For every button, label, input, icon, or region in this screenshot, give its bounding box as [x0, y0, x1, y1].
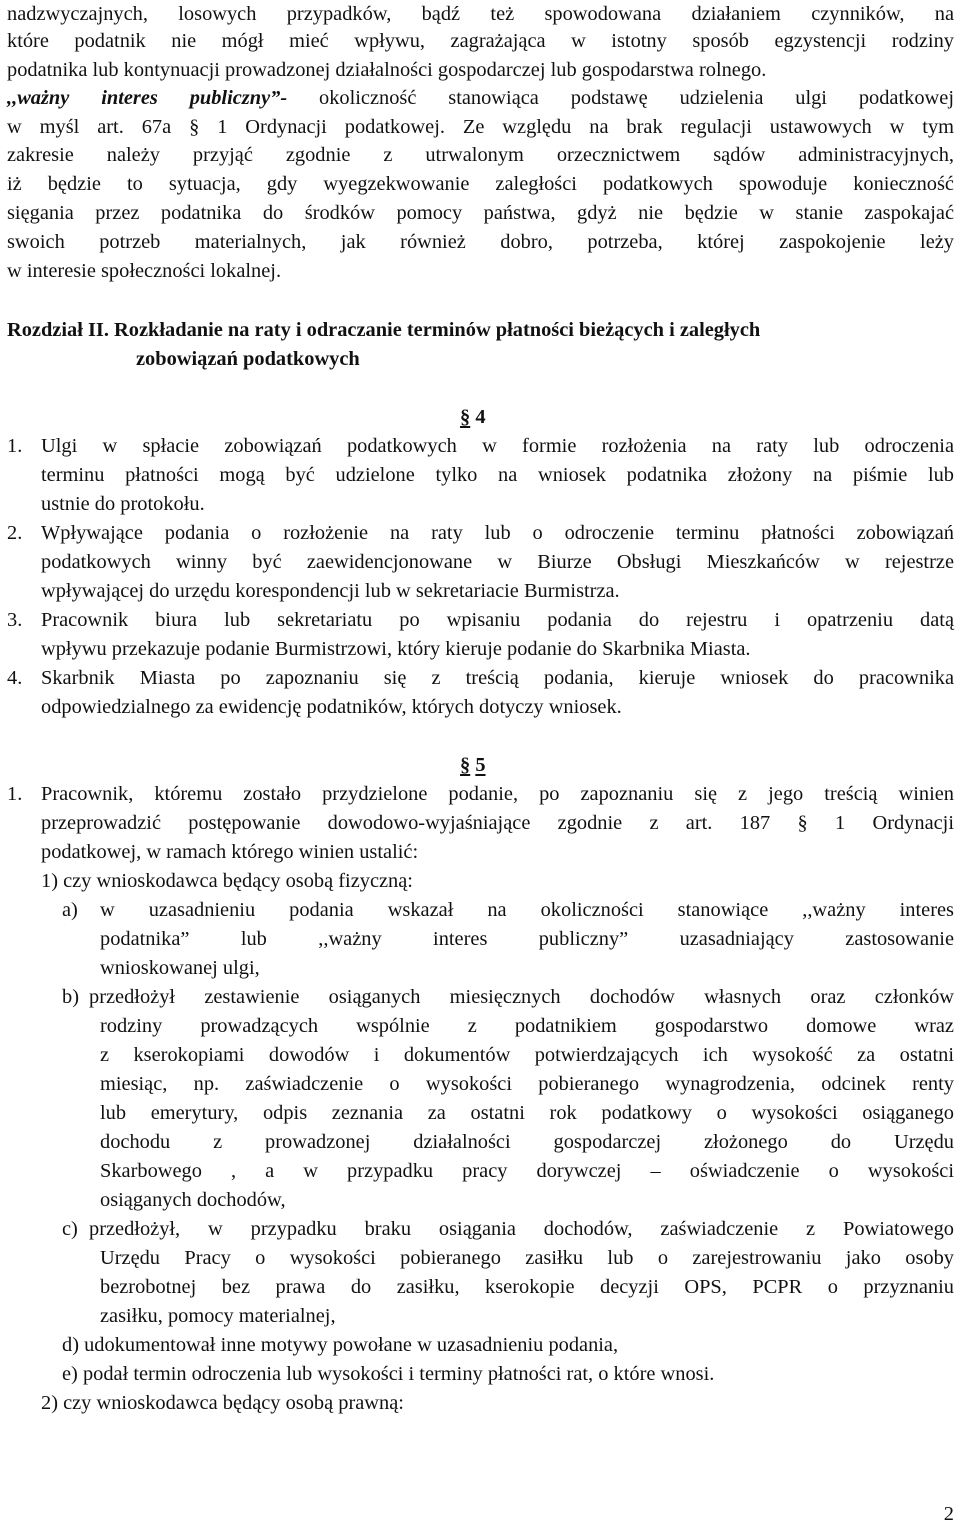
definition-text: okoliczność stanowiąca podstawę udzielenia ulgi podatkowej	[319, 87, 954, 109]
section-heading	[460, 751, 486, 780]
body-text-line: które podatnik nie mógł mieć wpływu, zagrażająca w istotny sposób egzystencji rodziny	[7, 30, 954, 52]
definition-line	[7, 113, 954, 142]
item-number: 3.	[7, 609, 23, 631]
letter-text-line: podatnika” lub ,,ważny interes publiczny” uzasadniający zastosowanie	[100, 928, 954, 950]
item-text-line: Skarbnik Miasta po zapoznaniu się z treścią podania, kieruje wniosek do pracownika	[41, 667, 954, 689]
definition-line: iż będzie to sytuacja, gdy wyegzekwowanie zaległości podatkowych spowoduje konieczność	[7, 173, 954, 195]
item-number: 1.	[7, 783, 23, 805]
letter-text-line: przedłożył zestawienie osiąganych miesięcznych dochodów własnych oraz członków	[89, 986, 954, 1008]
definition-line: swoich potrzeb materialnych, jak również dobro, potrzeba, której zaspokojenie leży	[7, 231, 954, 253]
letter-text-line: z kserokopiami dowodów i dokumentów potwierdzających ich wysokość za ostatni	[100, 1044, 954, 1066]
item-number: 4.	[7, 667, 23, 689]
definition-term: ,,ważny interes publiczny”-	[7, 87, 288, 109]
chapter-heading: Rozdział II. Rozkładanie na raty i odraczanie terminów płatności bieżących i zaległych	[7, 319, 761, 341]
definition-line: sięgania przez podatnika do środków pomocy państwa, gdyż nie będzie w stanie zaspokajać	[7, 202, 954, 224]
item-text-line: Pracownik, któremu zostało przydzielone podanie, po zapoznaniu się z jego treścią winien	[41, 783, 954, 805]
letter-text-line: miesiąc, np. zaświadczenie o wysokości pobieranego wynagrodzenia, odcinek renty	[100, 1073, 954, 1095]
section-sign: §	[460, 754, 471, 776]
item-text-line: terminu płatności mogą być udzielone tylko na wniosek podatnika złożony na piśmie lub	[41, 464, 954, 486]
item-number: 2.	[7, 522, 23, 544]
letter-text-line: Skarbowego , a w przypadku pracy dorywczej – oświadczenie o wysokości	[100, 1160, 954, 1182]
section-number: 5	[475, 754, 486, 776]
letter-text-line: e) podał termin odroczenia lub wysokości i terminy płatności rat, o które wnosi.	[62, 1363, 715, 1385]
chapter-heading-cont: zobowiązań podatkowych	[136, 348, 360, 370]
definition-text: 1 Ordynacji podatkowej. Ze względu na brak regulacji ustawowych w tym	[217, 116, 954, 138]
letter-text-line: wnioskowanej ulgi,	[100, 957, 260, 979]
item-text-line: Wpływające podania o rozłożenie na raty lub o odroczenie terminu płatności zobowiązań	[41, 522, 954, 544]
letter-text-line: zasiłku, pomocy materialnej,	[100, 1305, 336, 1327]
item-text-line: odpowiedzialnego za ewidencję podatników, których dotyczy wniosek.	[41, 696, 622, 718]
letter-label: c)	[62, 1218, 78, 1240]
item-text-line	[41, 809, 954, 838]
letter-text-line: przedłożył, w przypadku braku osiągania dochodów, zaświadczenie z Powiatowego	[89, 1218, 954, 1240]
item-text: 1 Ordynacji	[835, 812, 954, 834]
letter-text-line: Urzędu Pracy o wysokości pobieranego zasiłku lub o zarejestrowaniu jako osoby	[100, 1247, 954, 1269]
section-sign: §	[189, 116, 200, 138]
section-sign: §	[460, 406, 471, 428]
item-text: przeprowadzić postępowanie dowodowo-wyjaśniające zgodnie z art. 187	[41, 812, 771, 834]
letter-label: a)	[62, 899, 78, 921]
definition-line: zakresie należy przyjąć zgodnie z utrwalonym orzecznictwem sądów administracyjnych,	[7, 144, 954, 166]
sub-point: 1) czy wnioskodawca będący osobą fizyczną:	[41, 870, 413, 892]
letter-text-line: osiąganych dochodów,	[100, 1189, 286, 1211]
letter-text-line: bezrobotnej bez prawa do zasiłku, kserokopie decyzji OPS, PCPR o przyznaniu	[100, 1276, 954, 1298]
item-text-line: wpływu przekazuje podanie Burmistrzowi, który kieruje podanie do Skarbnika Miasta.	[41, 638, 751, 660]
item-text-line: podatkowej, w ramach którego winien ustalić:	[41, 841, 419, 863]
definition-text: w myśl art. 67a	[7, 116, 172, 138]
definition-line	[7, 84, 954, 113]
item-text-line: Pracownik biura lub sekretariatu po wpisaniu podania do rejestru i opatrzeniu datą	[41, 609, 954, 631]
definition-line: w interesie społeczności lokalnej.	[7, 260, 282, 282]
letter-text-line: rodziny prowadzących wspólnie z podatnikiem gospodarstwo domowe wraz	[100, 1015, 954, 1037]
section-heading	[460, 403, 486, 432]
body-text-line: podatnika lub kontynuacji prowadzonej działalności gospodarczej lub gospodarstwa rolnego.	[7, 59, 767, 81]
letter-label: b)	[62, 986, 79, 1008]
page-number: 2	[943, 1503, 954, 1525]
letter-text-line: w uzasadnieniu podania wskazał na okoliczności stanowiące ,,ważny interes	[100, 899, 954, 921]
body-text-line: nadzwyczajnych, losowych przypadków, bądź też spowodowana działaniem czynników, na	[7, 3, 954, 25]
item-text-line: wpływającej do urzędu korespondencji lub w sekretariacie Burmistrza.	[41, 580, 620, 602]
section-number: 4	[475, 406, 486, 428]
sub-point: 2) czy wnioskodawca będący osobą prawną:	[41, 1392, 404, 1414]
item-text-line: ustnie do protokołu.	[41, 493, 205, 515]
letter-text-line: d) udokumentował inne motywy powołane w uzasadnieniu podania,	[62, 1334, 619, 1356]
item-text-line: Ulgi w spłacie zobowiązań podatkowych w formie rozłożenia na raty lub odroczenia	[41, 435, 954, 457]
letter-text-line: lub emerytury, odpis zeznania za ostatni rok podatkowy o wysokości osiąganego	[100, 1102, 954, 1124]
section-sign: §	[797, 812, 808, 834]
letter-text-line: dochodu z prowadzonej działalności gospodarczej złożonego do Urzędu	[100, 1131, 954, 1153]
item-text-line: podatkowych winny być zaewidencjonowane w Biurze Obsługi Mieszkańców w rejestrze	[41, 551, 954, 573]
item-number: 1.	[7, 435, 23, 457]
